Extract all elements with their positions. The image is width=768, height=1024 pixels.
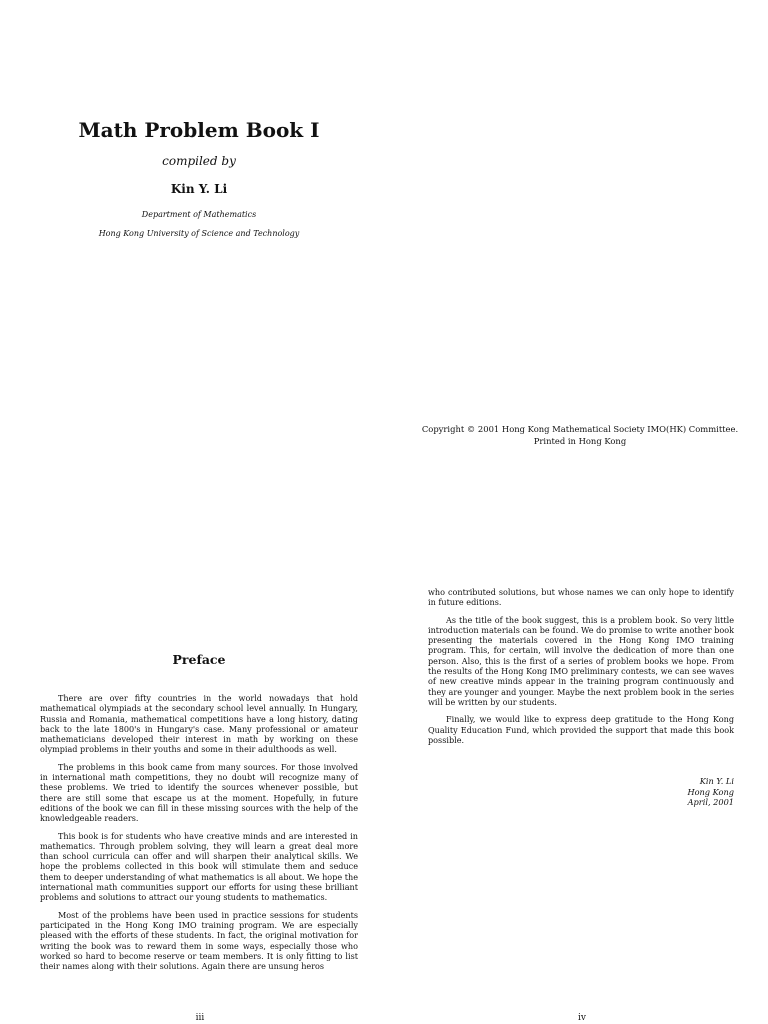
university: Hong Kong University of Science and Technology [98, 229, 300, 238]
signature-name: Kin Y. Li [699, 776, 734, 786]
compiled-by-label: compiled by [162, 154, 236, 168]
page-number-right: iv [578, 1013, 586, 1023]
preface-paragraph: The problems in this book came from many sources. For those involved in international math competitions, they no doubt will recognize many of these problems. We tried to identify the sources whenever possible, but there are still some that escape us at the moment. Hopefully, in future editions of the book we can fill in these missing sources with the help of the knowledgeable readers. [40, 761, 358, 824]
preface-heading: Preface [172, 652, 226, 667]
book-title: Math Problem Book I [78, 118, 320, 142]
department: Department of Mathematics [141, 210, 257, 219]
signature-block [600, 776, 734, 808]
copyright-line: Copyright © 2001 Hong Kong Mathematical Society IMO(HK) Committee. [421, 424, 739, 434]
preface-paragraph: This book is for students who have creative minds and are interested in mathematics. Through problem solving, they will learn a great deal more than school curricula can offer and will sharpen their analytical skills. We hope the problems collected in this book will stimulate them and seduce them to deeper understanding of what mathematics is all about. We hope the international math communities support our efforts for using these brilliant problems and solutions to attract our young students to mathematics. [40, 830, 358, 903]
author-name: Kin Y. Li [170, 182, 228, 196]
title-block [40, 100, 358, 238]
preface-paragraph: There are over fifty countries in the world nowadays that hold mathematical olympiads at the secondary school level annually. In Hungary, Russia and Romania, mathematical competitions have a long history, dating back to the late 1800's in Hungary's case. Many professional or amateur mathematicians developed their interest in math by working on these olympiad problems in their youths and some in their adulthoods as well. [40, 693, 358, 755]
signature-date: April, 2001 [687, 797, 734, 807]
copyright-block [420, 423, 740, 447]
preface-paragraph: who contributed solutions, but whose names we can only hope to identify in future editions. [428, 587, 734, 608]
printed-in-line: Printed in Hong Kong [533, 436, 627, 446]
preface-paragraph: Most of the problems have been used in practice sessions for students participated in the Hong Kong IMO training program. We are especially pleased with the efforts of these students. In fact, the original motivation for writing the book was to reward them in some ways, especially those who worked so hard to become reserve or team members. It is only fitting to list their names along with their solutions. Again there are unsung heros [40, 909, 358, 972]
signature-place: Hong Kong [687, 786, 734, 797]
preface-section [40, 652, 358, 978]
preface-continuation [428, 587, 734, 752]
page-number-left: iii [195, 1013, 205, 1023]
preface-paragraph: As the title of the book suggest, this is a problem book. So very little introduction materials can be found. We do promise to write another book presenting the materials covered in the Hong Kong IMO training program. This, for certain, will involve the dedication of more than one person. Also, this is the first of a series of problem books we hope. From the results of the Hong Kong IMO preliminary contests, we can see waves of new creative minds appear in the training program continuously and they are younger and younger. Maybe the next problem book in the series will be written by our students. [428, 614, 734, 707]
preface-paragraph: Finally, we would like to express deep gratitude to the Hong Kong Quality Education Fund, which provided the support that made this book possible. [428, 714, 734, 745]
